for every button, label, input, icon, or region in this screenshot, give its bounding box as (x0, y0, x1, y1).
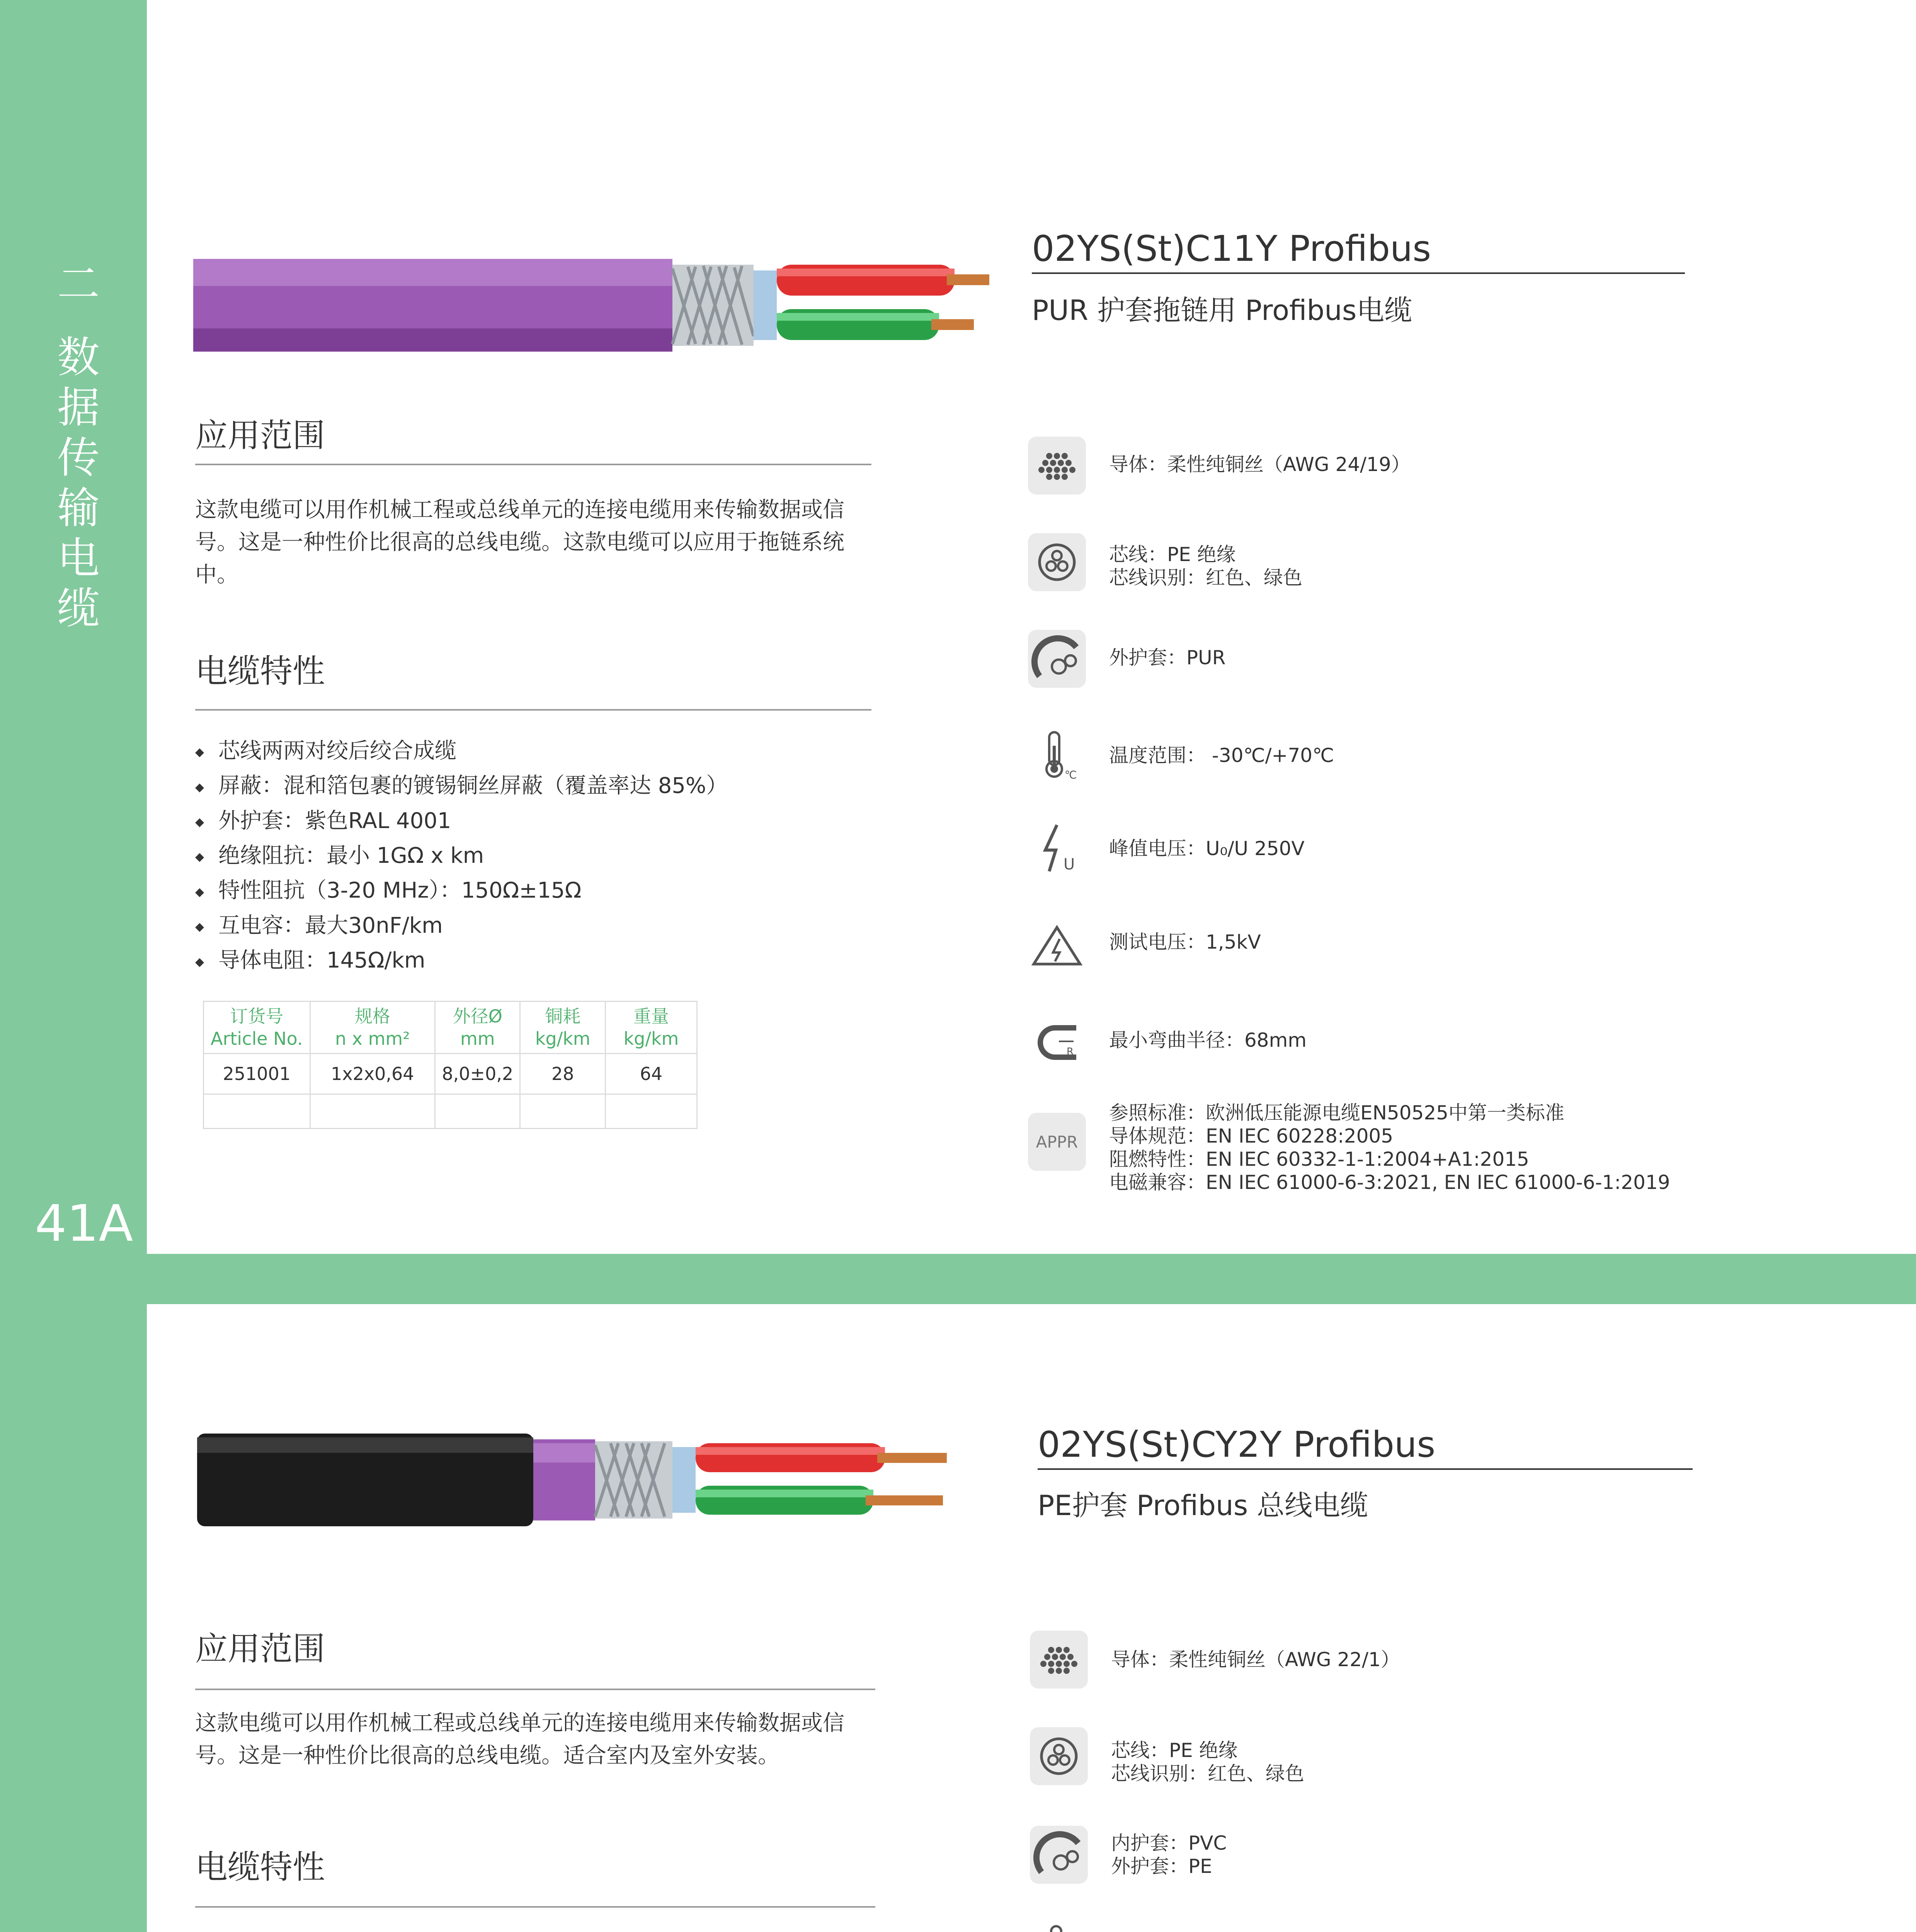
section-char: 二 (57, 259, 100, 309)
temperature-icon (1030, 1920, 1088, 1932)
application-text-line: 号。这是一种性价比很高的总线电缆。适合室内及室外安装。 (195, 1743, 779, 1768)
feature-item: ◆ 屏蔽：混和箔包裹的镀锡铜丝屏蔽（覆盖率达 85%） (195, 769, 728, 804)
application-heading: 应用范围 (195, 1630, 325, 1668)
core-icon (1028, 533, 1086, 591)
section-char: 数 (57, 333, 100, 382)
table-header: 铜耗 kg/km (520, 1002, 606, 1054)
product-subtitle: PE护套 Profibus 总线电缆 (1038, 1489, 1368, 1522)
features-list (195, 1928, 728, 1932)
feature-item: ◆ 外护套：紫色RAL 4001 (195, 804, 728, 839)
application-text-line: 号。这是一种性价比很高的总线电缆。这款电缆可以应用于拖链系统 (195, 530, 844, 555)
title-underline (1032, 272, 1685, 274)
jacket-icon (1030, 1826, 1088, 1884)
table-cell: 8,0±0,2 (435, 1054, 520, 1094)
section-char: 电 (57, 534, 100, 583)
application-text (195, 494, 891, 591)
spec-temperature: 温度范围： -30℃/+70℃ (1109, 744, 1334, 767)
section-divider-band (147, 1254, 1916, 1304)
section-char: 传 (57, 433, 100, 483)
voltage-icon (1028, 819, 1086, 877)
heading-rule (195, 464, 871, 465)
feature-item (195, 1928, 728, 1932)
table-cell: 28 (520, 1054, 606, 1094)
spec-standards: 参照标准：欧洲低压能源电缆EN50525中第一类标准 导体规范：EN IEC 60228:2005 阻燃特性：EN IEC 60332-1-1:2004+A1:2015 电磁兼容：EN IEC 61000-6-3:2021, EN IEC 61000-6-1:2019 (1109, 1102, 1670, 1194)
svg-text:U: U (1063, 855, 1075, 873)
features-heading: 电缆特性 (195, 1848, 325, 1886)
application-text-line: 这款电缆可以用作机械工程或总线单元的连接电缆用来传输数据或信 (195, 497, 844, 522)
table-cell: 251001 (204, 1054, 310, 1094)
product-title: 02YS(St)C11Y Profibus (1032, 228, 1431, 269)
table-header: 订货号 Article No. (204, 1002, 310, 1054)
spec-table (203, 1001, 698, 1129)
spec-jacket: 内护套：PVC 外护套：PE (1111, 1832, 1227, 1878)
section-char: 据 (57, 383, 100, 432)
spec-conductor: 导体：柔性纯铜丝（AWG 24/19） (1109, 453, 1411, 476)
spec-conductor: 导体：柔性纯铜丝（AWG 22/1） (1111, 1648, 1400, 1671)
product-title: 02YS(St)CY2Y Profibus (1038, 1424, 1436, 1465)
application-text-line: 中。 (195, 562, 238, 587)
table-header: 外径Ø mm (435, 1002, 520, 1054)
heading-rule (195, 1689, 875, 1690)
cable-image-pe (197, 1426, 970, 1538)
svg-text:R: R (1067, 1046, 1074, 1058)
page-number-a: 41A (35, 1194, 133, 1253)
spec-core: 芯线：PE 绝缘 芯线识别：红色、绿色 (1109, 543, 1302, 589)
bend-radius-icon (1028, 1012, 1086, 1070)
table-row (204, 1054, 697, 1094)
section-char: 输 (57, 483, 100, 533)
feature-item: ◆ 特性阻抗（3-20 MHz）：150Ω±15Ω (195, 874, 728, 908)
temperature-icon (1028, 726, 1086, 784)
conductor-icon (1030, 1631, 1088, 1689)
section-char: 缆 (57, 584, 100, 633)
conductor-icon (1028, 437, 1086, 495)
test-voltage-icon (1028, 916, 1086, 974)
heading-rule (195, 1906, 875, 1908)
application-text (195, 1707, 891, 1772)
core-icon (1030, 1727, 1088, 1785)
section-title-vertical (57, 259, 100, 634)
feature-item: ◆ 芯线两两对绞后绞合成缆 (195, 734, 728, 769)
feature-item: ◆ 绝缘阻抗：最小 1GΩ x km (195, 839, 728, 874)
table-header: 重量 kg/km (606, 1002, 697, 1054)
application-text-line: 这款电缆可以用作机械工程或总线单元的连接电缆用来传输数据或信 (195, 1711, 844, 1736)
features-list (195, 734, 728, 979)
product-subtitle: PUR 护套拖链用 Profibus电缆 (1032, 294, 1412, 327)
cable-image-pur (193, 232, 989, 371)
features-heading: 电缆特性 (195, 652, 325, 690)
spec-jacket: 外护套：PUR (1109, 646, 1226, 669)
spec-test-voltage: 测试电压：1,5kV (1109, 931, 1261, 953)
table-cell: 1x2x0,64 (310, 1054, 435, 1094)
table-row (204, 1094, 697, 1129)
application-heading: 应用范围 (195, 417, 325, 454)
spec-voltage: 峰值电压：U₀/U 250V (1109, 837, 1305, 860)
heading-rule (195, 709, 871, 711)
jacket-icon (1028, 630, 1086, 688)
spec-core: 芯线：PE 绝缘 芯线识别：红色、绿色 (1111, 1739, 1304, 1785)
svg-text:℃: ℃ (1065, 769, 1077, 781)
feature-item: ◆ 互电容：最大30nF/km (195, 909, 728, 944)
feature-item: ◆ 导体电阻：145Ω/km (195, 944, 728, 978)
spec-bend-radius: 最小弯曲半径：68mm (1109, 1029, 1307, 1051)
table-cell: 64 (606, 1054, 697, 1094)
table-header: 规格 n x mm² (310, 1002, 435, 1054)
appr-icon: APPR (1028, 1113, 1086, 1171)
title-underline (1038, 1468, 1693, 1470)
